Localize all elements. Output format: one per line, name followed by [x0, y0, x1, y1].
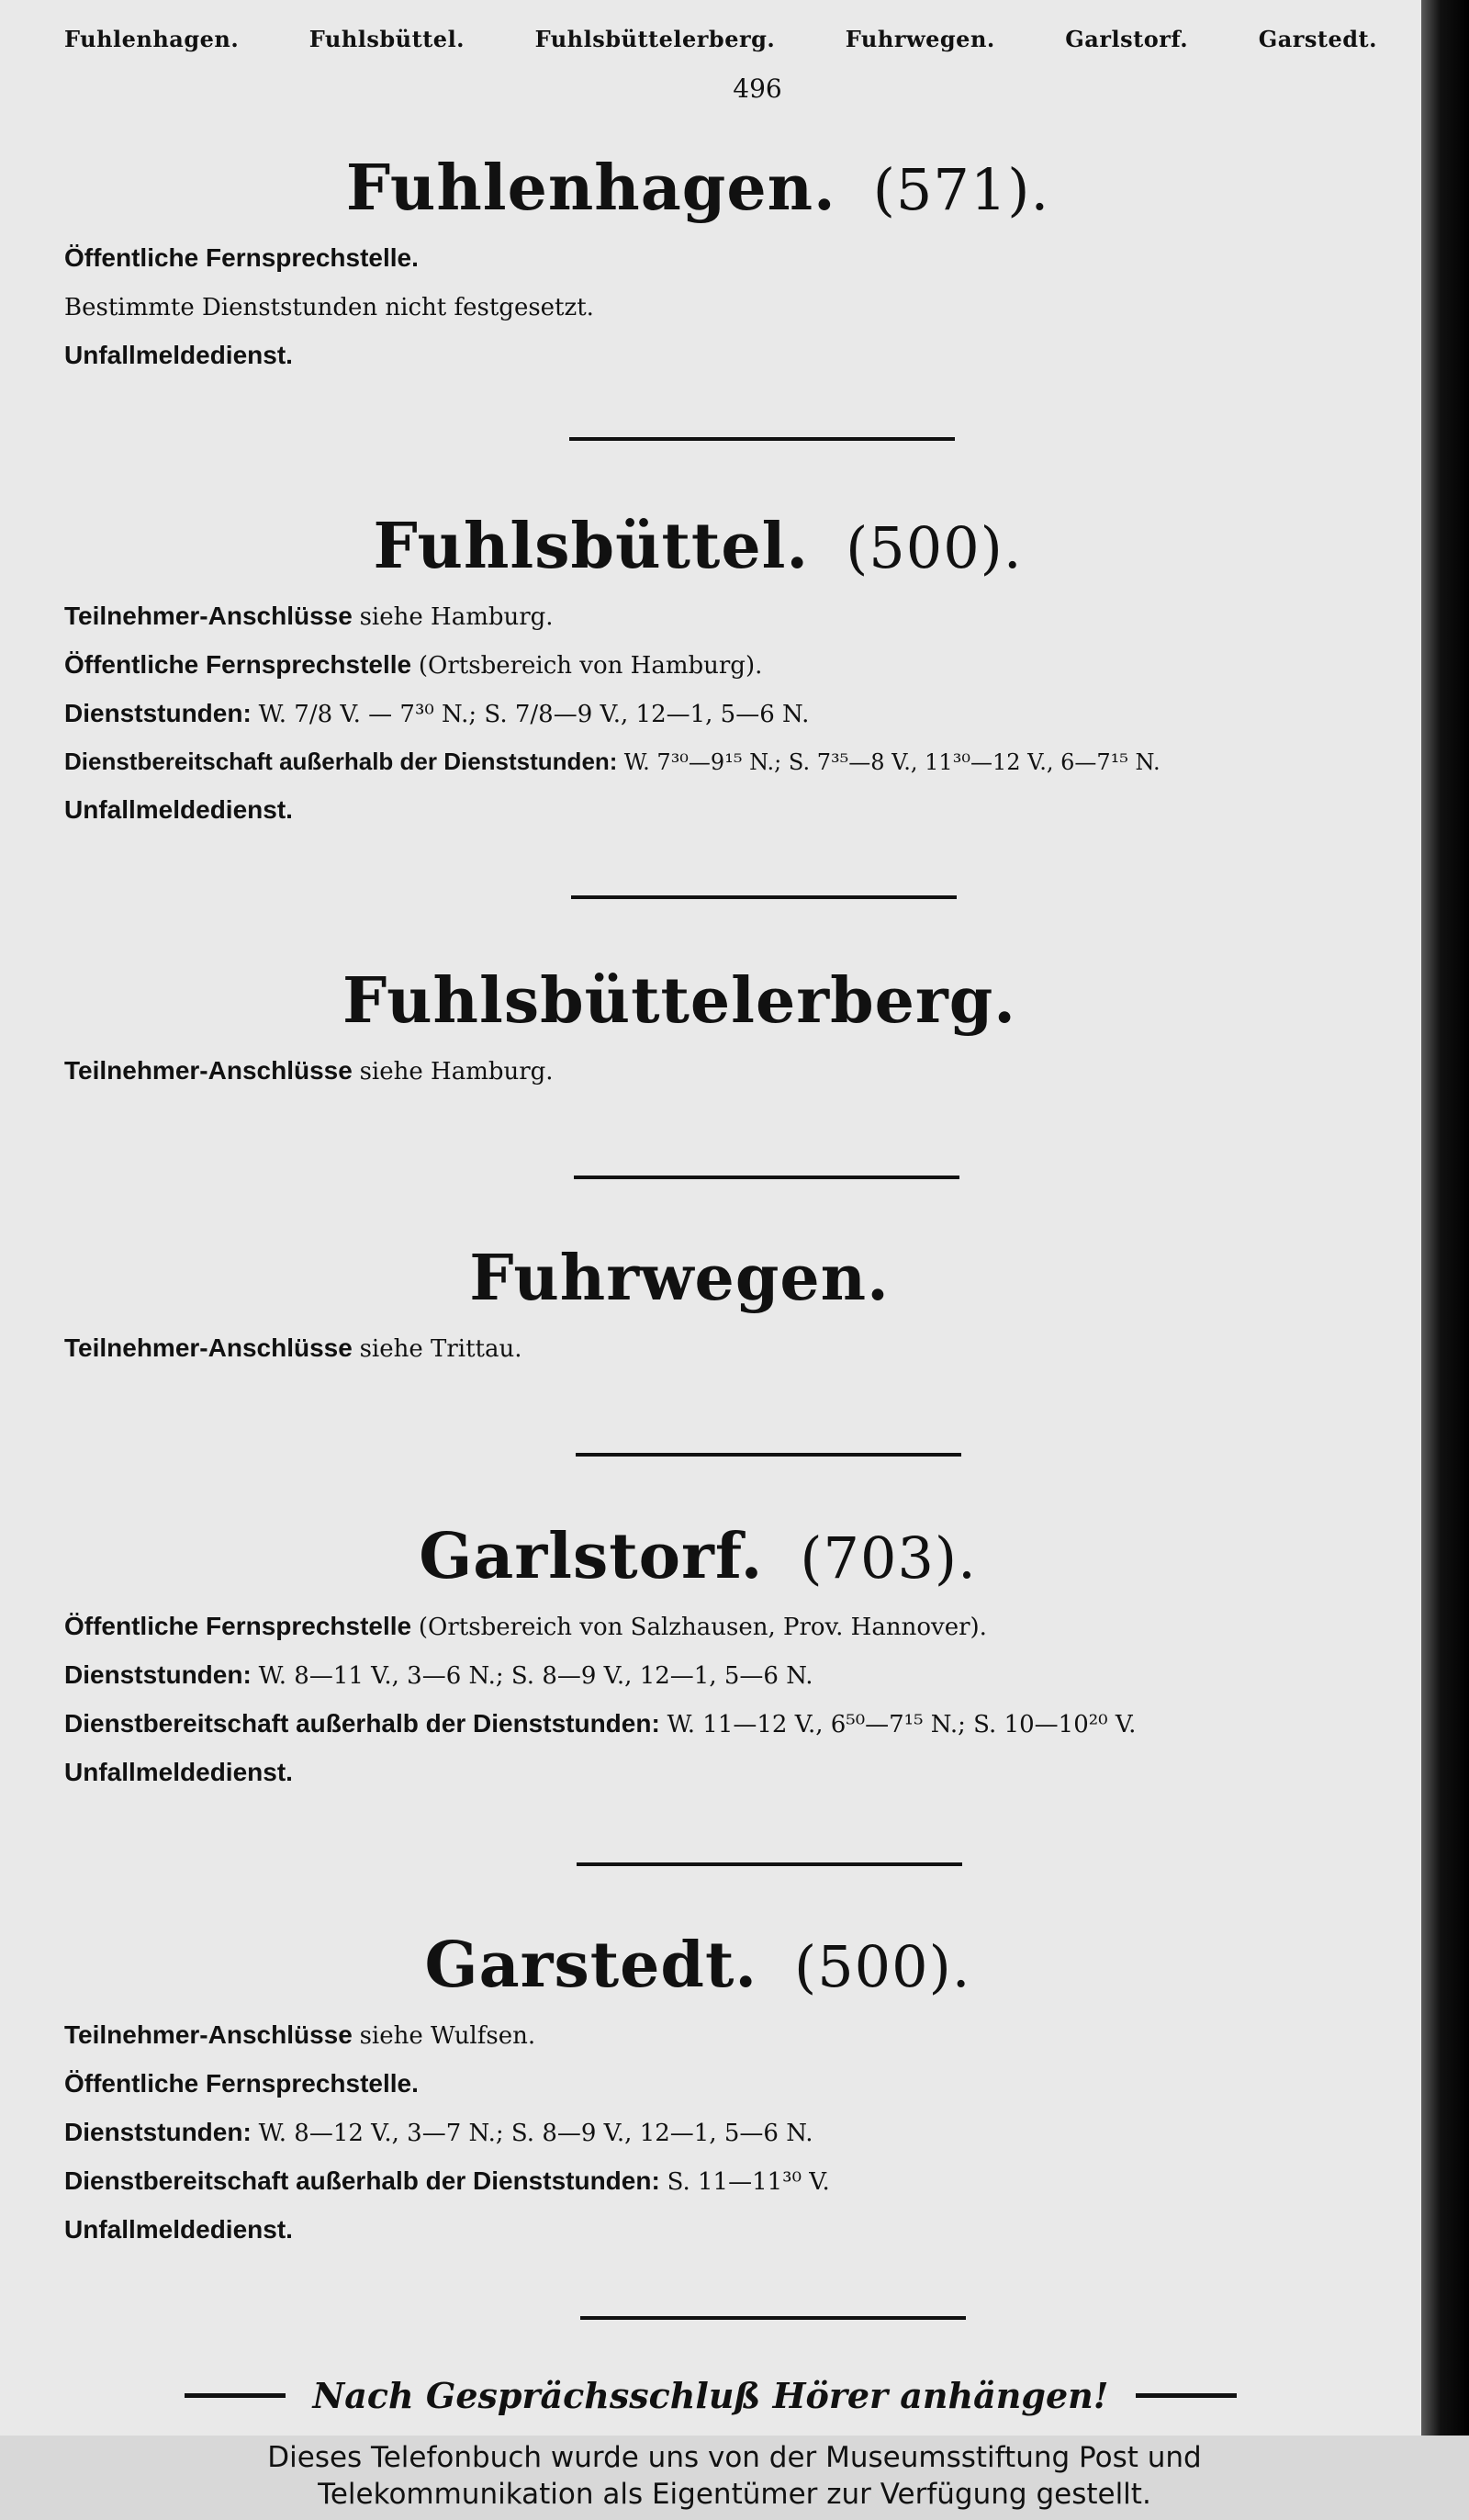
running-head-entry: Garlstorf.: [1065, 26, 1189, 52]
entry-line: Teilnehmer-Anschlüsse siehe Trittau.: [64, 1333, 522, 1363]
motto-text: Nach Gesprächsschluß Hörer anhängen!: [312, 2375, 1109, 2416]
entry-line: Unfallmeldedienst.: [64, 341, 293, 369]
section-heading: [0, 1242, 1396, 1315]
motto-dash-right: [1136, 2393, 1237, 2398]
entry-line: Bestimmte Dienststunden nicht festgesetzt.: [64, 294, 594, 321]
section-fuhlsbuettel: [64, 510, 1421, 835]
running-head-entry: Fuhlsbüttelerberg.: [534, 26, 776, 52]
entry-line: Dienststunden: W. 8—12 V., 3—7 N.; S. 8—9 V., 12—1, 5—6 N.: [64, 2118, 813, 2147]
entry-line: Teilnehmer-Anschlüsse siehe Wulfsen.: [64, 2020, 536, 2050]
entry-line: Öffentliche Fernsprechstelle (Ortsbereich von Hamburg).: [64, 650, 763, 680]
section-heading: [0, 964, 1396, 1038]
entry-line: Unfallmeldedienst.: [64, 795, 293, 824]
section-heading: [0, 1929, 1396, 2002]
page-edge-shadow: [1421, 0, 1469, 2436]
section-number: (571).: [872, 156, 1050, 223]
section-heading: [0, 1520, 1396, 1593]
running-head-entry: Garstedt.: [1258, 26, 1377, 52]
section-heading: [0, 510, 1396, 583]
section-number: (500).: [846, 514, 1023, 581]
section-title: Fuhrwegen.: [469, 1242, 890, 1315]
section-fuhlsbuettelerberg: [64, 964, 1421, 1096]
section-number: (703).: [800, 1524, 977, 1592]
section-title: Fuhlsbüttelerberg.: [342, 964, 1016, 1038]
caption-line: Telekommunikation als Eigentümer zur Verfügung gestellt.: [318, 2478, 1151, 2511]
section-divider: [571, 895, 957, 899]
entry-line: Teilnehmer-Anschlüsse siehe Hamburg.: [64, 1056, 554, 1086]
entry-line: Dienststunden: W. 8—11 V., 3—6 N.; S. 8—9 V., 12—1, 5—6 N.: [64, 1660, 813, 1690]
entry-line: Unfallmeldedienst.: [64, 1758, 293, 1786]
caption-line: Dieses Telefonbuch wurde uns von der Museumsstiftung Post und: [267, 2441, 1202, 2474]
section-fuhrwegen: [64, 1242, 1421, 1373]
entry-line: Dienststunden: W. 7/8 V. — 7³⁰ N.; S. 7/8—9 V., 12—1, 5—6 N.: [64, 699, 810, 728]
section-divider: [569, 437, 955, 441]
section-title: Fuhlenhagen.: [345, 152, 836, 225]
entry-line: Dienstbereitschaft außerhalb der Dienststunden: S. 11—11³⁰ V.: [64, 2166, 830, 2196]
entry-line: Dienstbereitschaft außerhalb der Dienststunden: W. 7³⁰—9¹⁵ N.; S. 7³⁵—8 V., 11³⁰—12 V., 6—7¹⁵ N.: [64, 748, 1161, 775]
entry-line: Teilnehmer-Anschlüsse siehe Hamburg.: [64, 602, 554, 631]
section-garstedt: [64, 1929, 1421, 2255]
entry-line: Unfallmeldedienst.: [64, 2215, 293, 2244]
section-fuhlenhagen: [64, 152, 1421, 380]
section-divider: [580, 2316, 966, 2320]
running-head-entry: Fuhlsbüttel.: [308, 26, 465, 52]
motto-dash-left: [185, 2393, 286, 2398]
section-divider: [576, 1453, 961, 1457]
running-head-entry: Fuhlenhagen.: [64, 26, 240, 52]
running-head: [64, 26, 1377, 52]
section-heading: [0, 152, 1396, 225]
footer-motto: [0, 2375, 1421, 2416]
page-number: 496: [733, 73, 782, 104]
section-garlstorf: [64, 1520, 1421, 1797]
entry-line: Dienstbereitschaft außerhalb der Dienststunden: W. 11—12 V., 6⁵⁰—7¹⁵ N.; S. 10—10²⁰ V.: [64, 1709, 1137, 1738]
entry-line: Öffentliche Fernsprechstelle (Ortsbereich von Salzhausen, Prov. Hannover).: [64, 1612, 987, 1641]
section-title: Garlstorf.: [419, 1520, 764, 1593]
section-divider: [574, 1176, 959, 1179]
section-title: Fuhlsbüttel.: [373, 510, 810, 583]
section-title: Garstedt.: [424, 1929, 758, 2002]
ownership-caption: [0, 2436, 1469, 2520]
section-divider: [577, 1862, 962, 1866]
running-head-entry: Fuhrwegen.: [845, 26, 995, 52]
entry-line: Öffentliche Fernsprechstelle.: [64, 2069, 419, 2098]
section-number: (500).: [794, 1933, 971, 2000]
entry-line: Öffentliche Fernsprechstelle.: [64, 243, 419, 272]
